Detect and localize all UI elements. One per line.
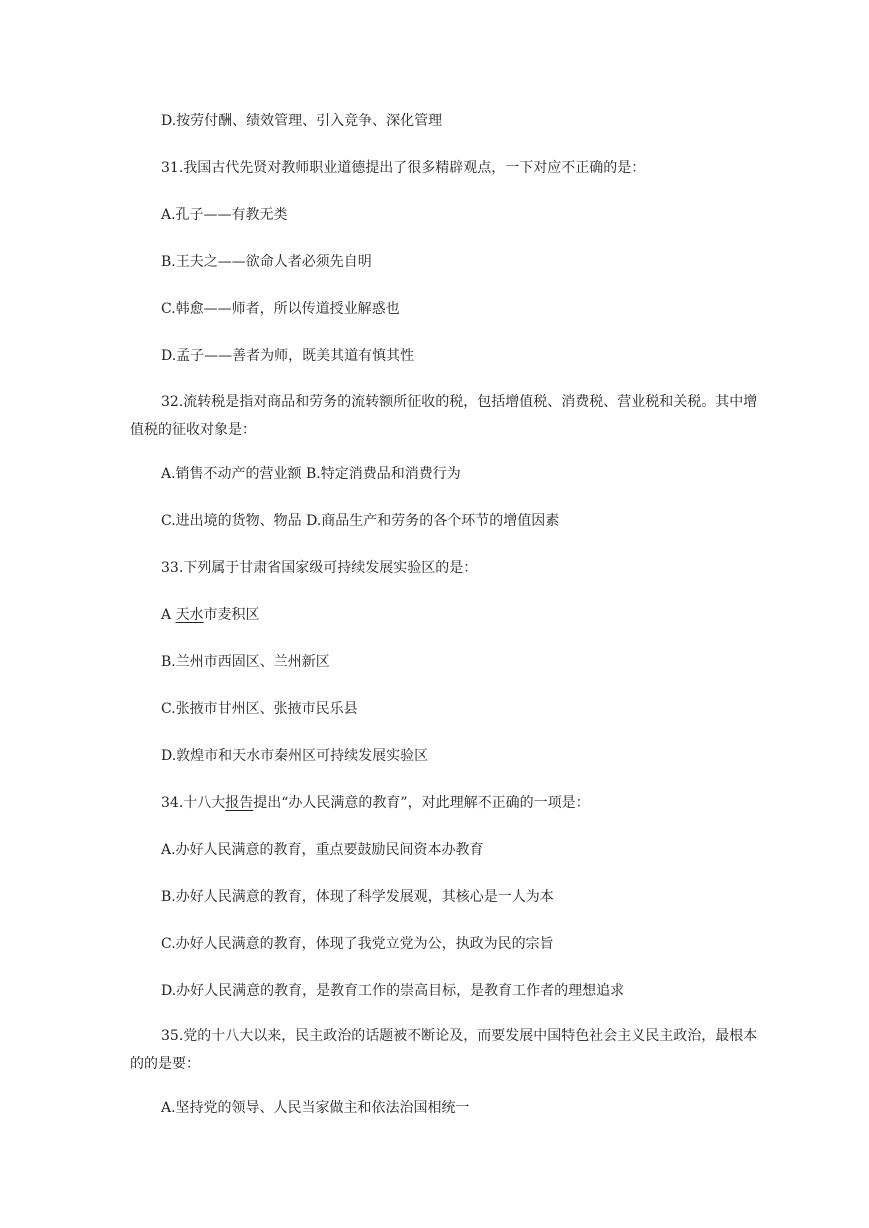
question-35: 35.党的十八大以来，民主政治的话题被不断论及，而要发展中国特色社会主义民主政治，最根本的的是要： — [130, 1028, 758, 1072]
option-30-d: D.按劳付酬、绩效管理、引入竞争、深化管理 — [161, 113, 443, 129]
option-34-a: A.办好人民满意的教育，重点要鼓励民间资本办教育 — [161, 842, 484, 858]
report-link[interactable]: 报告 — [225, 795, 254, 811]
question-31: 31.我国古代先贤对教师职业道德提出了很多精辟观点，一下对应不正确的是： — [161, 160, 646, 176]
option-33-b: B.兰州市西固区、兰州新区 — [161, 654, 330, 670]
option-35-a: A.坚持党的领导、人民当家做主和依法治国相统一 — [161, 1100, 470, 1116]
option-33-a-suffix: 市麦积区 — [203, 607, 260, 623]
option-33-a — [161, 605, 769, 625]
tianshui-link[interactable]: 天水 — [175, 607, 204, 623]
option-34-d: D.办好人民满意的教育，是教育工作的崇高目标，是教育工作者的理想追求 — [161, 983, 625, 999]
option-34-c: C.办好人民满意的教育，体现了我党立党为公，执政为民的宗旨 — [161, 936, 554, 952]
question-34-suffix: 提出“办人民满意的教育”，对此理解不正确的一项是： — [253, 795, 590, 811]
question-33: 33.下列属于甘肃省国家级可持续发展实验区的是： — [161, 560, 478, 576]
question-34 — [161, 793, 769, 813]
question-32: 32.流转税是指对商品和劳务的流转额所征收的税，包括增值税、消费税、营业税和关税。其中增值税的征收对象是： — [130, 394, 758, 438]
option-31-a: A.孔子——有教无类 — [161, 207, 288, 223]
option-31-d: D.孟子——善者为师，既美其道有慎其性 — [161, 348, 415, 364]
option-31-b: B.王夫之——欲命人者必须先自明 — [161, 254, 372, 270]
option-32-cd: C.进出境的货物、物品 D.商品生产和劳务的各个环节的增值因素 — [161, 513, 560, 529]
option-33-c: C.张掖市甘州区、张掖市民乐县 — [161, 701, 358, 717]
option-33-a-prefix: A — [161, 607, 176, 623]
option-31-c: C.韩愈——师者，所以传道授业解惑也 — [161, 301, 400, 317]
option-32-ab: A.销售不动产的营业额 B.特定消费品和消费行为 — [161, 466, 461, 482]
question-34-prefix: 34.十八大 — [161, 795, 226, 811]
option-33-d: D.敦煌市和天水市秦州区可持续发展实验区 — [161, 748, 429, 764]
option-34-b: B.办好人民满意的教育，体现了科学发展观，其核心是一人为本 — [161, 889, 554, 905]
